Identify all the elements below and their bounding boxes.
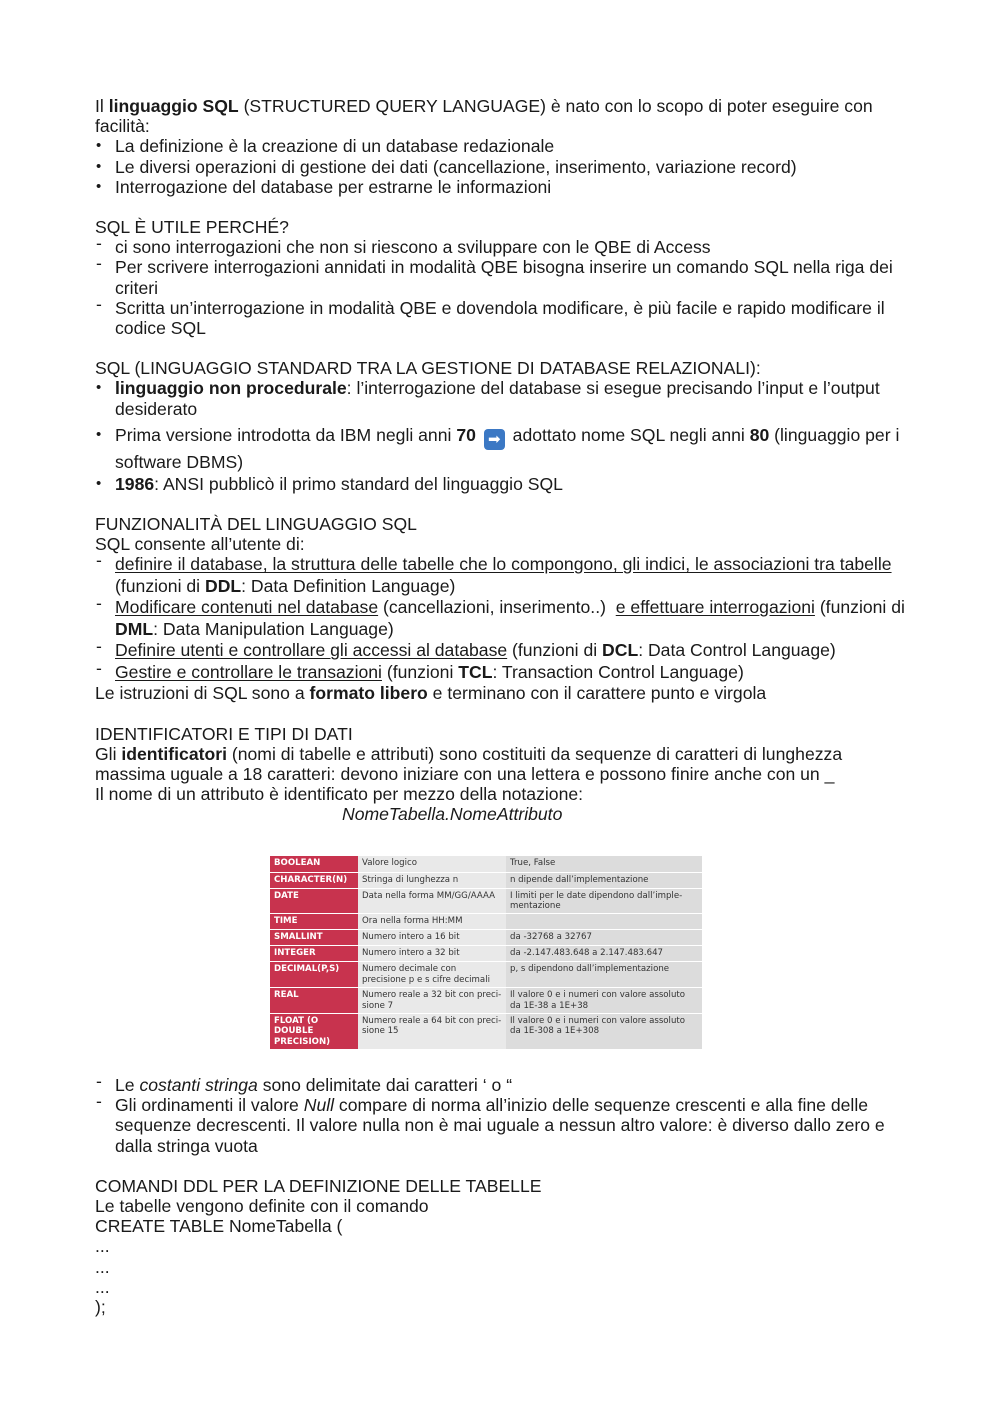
section-heading: SQL È UTILE PERCHÉ? bbox=[95, 217, 289, 238]
text: : Transaction Control Language) bbox=[492, 661, 744, 682]
text: Gli ordinamenti il valore bbox=[115, 1095, 304, 1116]
paragraph: Le tabelle vengono definite con il comando bbox=[95, 1196, 429, 1217]
text: adottato nome SQL negli anni bbox=[507, 424, 750, 445]
type-name-cell: FLOAT (O DOUBLE PRECISION) bbox=[270, 1013, 358, 1049]
list-item: - Scritta un’interrogazione in modalità QBE e dovendola modificare, è più facile e rapido modificare il codice SQL bbox=[95, 298, 915, 338]
code-line: ); bbox=[95, 1297, 106, 1318]
table-row bbox=[270, 856, 702, 872]
utile-list bbox=[95, 237, 915, 338]
table-row bbox=[270, 1013, 702, 1049]
type-description-cell: Data nella forma MM/GG/AAAA bbox=[358, 888, 506, 914]
text: (funzioni bbox=[381, 661, 459, 682]
type-values-cell: True, False bbox=[506, 856, 702, 872]
table-row bbox=[270, 946, 702, 962]
list-item: - ci sono interrogazioni che non si riescono a sviluppare con le QBE di Access bbox=[95, 237, 915, 257]
funz-list bbox=[95, 554, 915, 683]
list-item bbox=[95, 423, 915, 474]
bold-term: 80 bbox=[749, 424, 770, 445]
type-values-cell: da -32768 a 32767 bbox=[506, 930, 702, 946]
bold-term: linguaggio SQL bbox=[108, 96, 239, 116]
code-line: CREATE TABLE NomeTabella ( bbox=[95, 1216, 343, 1237]
type-description-cell: Numero reale a 64 bit con preci-sione 15 bbox=[358, 1013, 506, 1049]
code-line: ... bbox=[95, 1236, 110, 1257]
text: (nomi di tabelle e attributi) sono costituiti da sequenze di caratteri di lunghezza massima uguale a 18 caratteri: devono iniziare con una lettera e possono finire anche con un _ bbox=[95, 743, 843, 785]
bold-term: identificatori bbox=[121, 743, 227, 764]
table-row bbox=[270, 988, 702, 1014]
text: : Data Definition Language) bbox=[241, 575, 456, 596]
type-values-cell: Il valore 0 e i numeri con valore assoluto da 1E-38 a 1E+38 bbox=[506, 988, 702, 1014]
type-values-cell bbox=[506, 914, 702, 930]
list-item bbox=[95, 640, 915, 662]
type-description-cell: Numero intero a 32 bit bbox=[358, 946, 506, 962]
text: (linguaggio per i software DBMS) bbox=[115, 424, 900, 472]
table-row bbox=[270, 930, 702, 946]
section-heading: FUNZIONALITÀ DEL LINGUAGGIO SQL bbox=[95, 514, 417, 535]
text: : Data Control Language) bbox=[638, 640, 836, 661]
type-name-cell: CHARACTER(N) bbox=[270, 872, 358, 888]
type-name-cell: BOOLEAN bbox=[270, 856, 358, 872]
table-row bbox=[270, 962, 702, 988]
code-line: ... bbox=[95, 1256, 110, 1277]
text: : Data Manipulation Language) bbox=[153, 618, 394, 639]
text: (funzioni di bbox=[507, 640, 603, 661]
intro-bullet-list bbox=[95, 136, 915, 197]
table-row bbox=[270, 872, 702, 888]
type-description-cell: Ora nella forma HH:MM bbox=[358, 914, 506, 930]
text: Le bbox=[115, 1075, 140, 1095]
type-name-cell: REAL bbox=[270, 988, 358, 1014]
italic-term: Null bbox=[303, 1095, 335, 1116]
table-row bbox=[270, 914, 702, 930]
underlined-text: Gestire e controllare le transazioni bbox=[115, 661, 382, 682]
text: Prima versione introdotta da IBM negli anni bbox=[115, 424, 457, 445]
type-values-cell: n dipende dall’implementazione bbox=[506, 872, 702, 888]
bold-term: linguaggio non procedurale bbox=[115, 378, 347, 399]
bold-term: 70 bbox=[456, 424, 476, 445]
text: compare di norma all’inizio delle sequenze crescenti e alla fine delle sequenze decrescenti. Il valore nulla non è mai uguale a nessun altro valore: è diverso dallo zero e dalla stringa vuota bbox=[115, 1095, 885, 1156]
type-values-cell: p, s dipendono dall’implementazione bbox=[506, 962, 702, 988]
paragraph: Il nome di un attributo è identificato per mezzo della notazione: bbox=[95, 784, 584, 805]
document-body bbox=[95, 96, 915, 825]
list-item bbox=[95, 597, 915, 640]
notes-list bbox=[95, 1075, 915, 1156]
standard-list bbox=[95, 378, 915, 494]
text: : ANSI pubblicò il primo standard del linguaggio SQL bbox=[154, 473, 563, 494]
paragraph bbox=[95, 744, 915, 784]
right-arrow-icon: ➡ bbox=[484, 429, 505, 450]
paragraph bbox=[95, 683, 915, 703]
italic-term: costanti stringa bbox=[139, 1075, 258, 1095]
type-description-cell: Stringa di lunghezza n bbox=[358, 872, 506, 888]
type-values-cell: I limiti per le date dipendono dall’imple-mentazione bbox=[506, 888, 702, 914]
bold-term: TCL bbox=[458, 661, 493, 682]
table-row bbox=[270, 888, 702, 914]
paragraph: SQL consente all’utente di: bbox=[95, 534, 305, 555]
text: Gli bbox=[95, 743, 122, 764]
section-heading: COMANDI DDL PER LA DEFINIZIONE DELLE TABELLE bbox=[95, 1175, 542, 1196]
document-body-continued bbox=[95, 1075, 915, 1317]
type-name-cell: DATE bbox=[270, 888, 358, 914]
list-item bbox=[95, 554, 915, 597]
data-types-table bbox=[270, 856, 702, 1050]
bold-term: DCL bbox=[602, 640, 639, 661]
text: Il bbox=[95, 96, 109, 116]
underlined-text: Modificare contenuti nel database bbox=[115, 597, 379, 618]
text: e terminano con il carattere punto e virgola bbox=[427, 683, 767, 704]
bold-term: 1986 bbox=[115, 473, 155, 494]
text: (funzioni di bbox=[115, 575, 205, 596]
section-heading: SQL (LINGUAGGIO STANDARD TRA LA GESTIONE DI DATABASE RELAZIONALI): bbox=[95, 358, 761, 379]
text: (cancellazioni, inserimento..) bbox=[378, 597, 616, 618]
type-name-cell: TIME bbox=[270, 914, 358, 930]
list-item bbox=[95, 474, 915, 494]
text: : l’interrogazione del database si esegue precisando l’input e l’output desiderato bbox=[115, 378, 880, 419]
underlined-text: Definire utenti e controllare gli accessi al database bbox=[115, 640, 508, 661]
list-item: - Per scrivere interrogazioni annidati in modalità QBE bisogna inserire un comando SQL nella riga dei criteri bbox=[95, 257, 915, 297]
code-line: ... bbox=[95, 1276, 110, 1297]
list-item bbox=[95, 662, 915, 684]
section-heading: IDENTIFICATORI E TIPI DI DATI bbox=[95, 723, 353, 744]
type-values-cell: Il valore 0 e i numeri con valore assoluto da 1E-308 a 1E+308 bbox=[506, 1013, 702, 1049]
type-name-cell: SMALLINT bbox=[270, 930, 358, 946]
bold-term: DML bbox=[115, 618, 154, 639]
text: (STRUCTURED QUERY LANGUAGE) è nato con lo scopo di poter eseguire con facilità: bbox=[95, 96, 873, 137]
type-description-cell: Valore logico bbox=[358, 856, 506, 872]
list-item: • Interrogazione del database per estrarne le informazioni bbox=[95, 177, 915, 197]
intro-paragraph bbox=[95, 96, 915, 136]
bold-term: formato libero bbox=[309, 683, 428, 704]
list-item: • La definizione è la creazione di un database redazionale bbox=[95, 136, 915, 156]
list-item bbox=[95, 378, 915, 418]
type-description-cell: Numero intero a 16 bit bbox=[358, 930, 506, 946]
text: (funzioni di bbox=[814, 597, 905, 618]
bold-term: DDL bbox=[204, 575, 242, 596]
type-description-cell: Numero decimale con precisione p e s cifre decimali bbox=[358, 962, 506, 988]
type-description-cell: Numero reale a 32 bit con preci-sione 7 bbox=[358, 988, 506, 1014]
text: Le istruzioni di SQL sono a bbox=[95, 683, 310, 704]
type-values-cell: da -2.147.483.648 a 2.147.483.647 bbox=[506, 946, 702, 962]
list-item: • Le diversi operazioni di gestione dei dati (cancellazione, inserimento, variazione record) bbox=[95, 157, 915, 177]
underlined-text: definire il database, la struttura delle tabelle che lo compongono, gli indici, le associazioni tra tabelle bbox=[115, 554, 892, 575]
notation-example: NomeTabella.NomeAttributo bbox=[342, 804, 563, 825]
text: sono delimitate dai caratteri ‘ o “ bbox=[257, 1075, 513, 1095]
list-item bbox=[95, 1095, 915, 1156]
data-types-table-image bbox=[270, 856, 702, 1050]
type-name-cell: DECIMAL(P,S) bbox=[270, 962, 358, 988]
list-item bbox=[95, 1075, 915, 1095]
type-name-cell: INTEGER bbox=[270, 946, 358, 962]
underlined-text: e effettuare interrogazioni bbox=[615, 597, 815, 618]
